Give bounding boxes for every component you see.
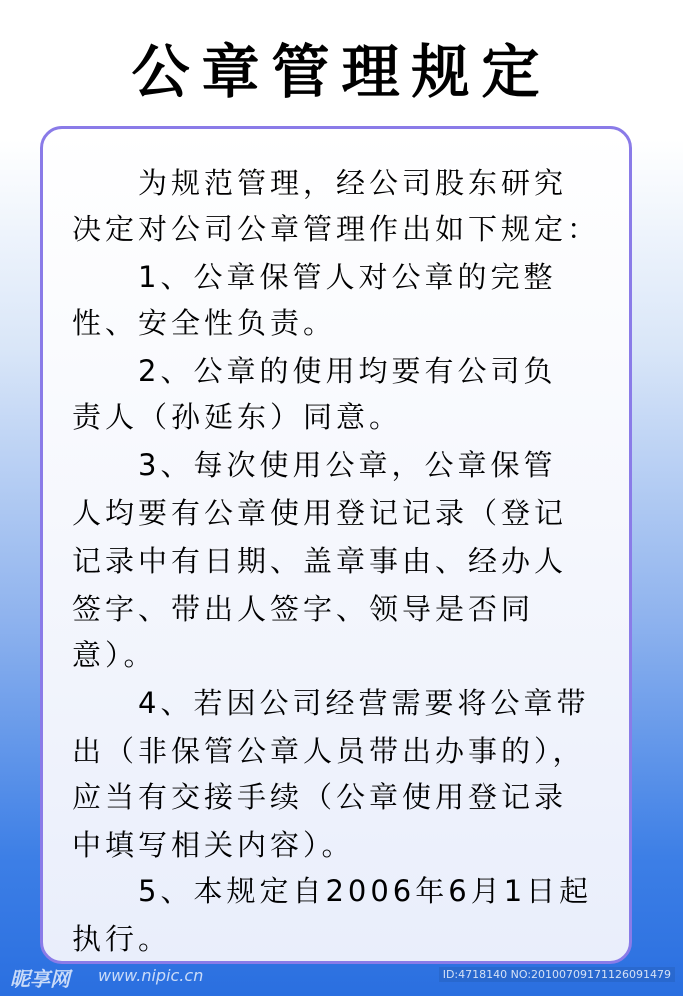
text-line: 责人（孙延东）同意。 bbox=[72, 400, 403, 434]
text-line: 4、若因公司经营需要将公章带 bbox=[72, 686, 590, 720]
text-line: 中填写相关内容）。 bbox=[72, 828, 355, 862]
text-line: 执行。 bbox=[72, 922, 172, 956]
watermark-logo: 昵享网 bbox=[10, 967, 70, 991]
text-line: 1、公章保管人对公章的完整 bbox=[72, 260, 557, 294]
text-line: 2、公章的使用均要有公司负 bbox=[72, 354, 557, 388]
text-line: 出（非保管公章人员带出办事的）， bbox=[72, 734, 586, 768]
watermark-id: ID:4718140 NO:20100709171126091479 bbox=[439, 967, 675, 982]
text-line: 5、本规定自2006年6月1日起 bbox=[72, 874, 593, 908]
text-line: 性、安全性负责。 bbox=[72, 306, 337, 340]
text-line: 意）。 bbox=[72, 638, 157, 672]
text-line: 决定对公司公章管理作出如下规定： bbox=[72, 212, 601, 246]
text-line: 记录中有日期、盖章事由、经办人 bbox=[72, 544, 568, 578]
page-title: 公章管理规定 bbox=[131, 38, 552, 106]
watermark-url: www.nipic.cn bbox=[98, 966, 204, 985]
text-line: 人均要有公章使用登记记录（登记 bbox=[72, 496, 568, 530]
text-line: 应当有交接手续（公章使用登记录 bbox=[72, 780, 568, 814]
text-line: 签字、带出人签字、领导是否同 bbox=[72, 592, 535, 626]
text-line: 3、每次使用公章，公章保管 bbox=[72, 448, 557, 482]
text-line: 为规范管理，经公司股东研究 bbox=[72, 166, 568, 200]
